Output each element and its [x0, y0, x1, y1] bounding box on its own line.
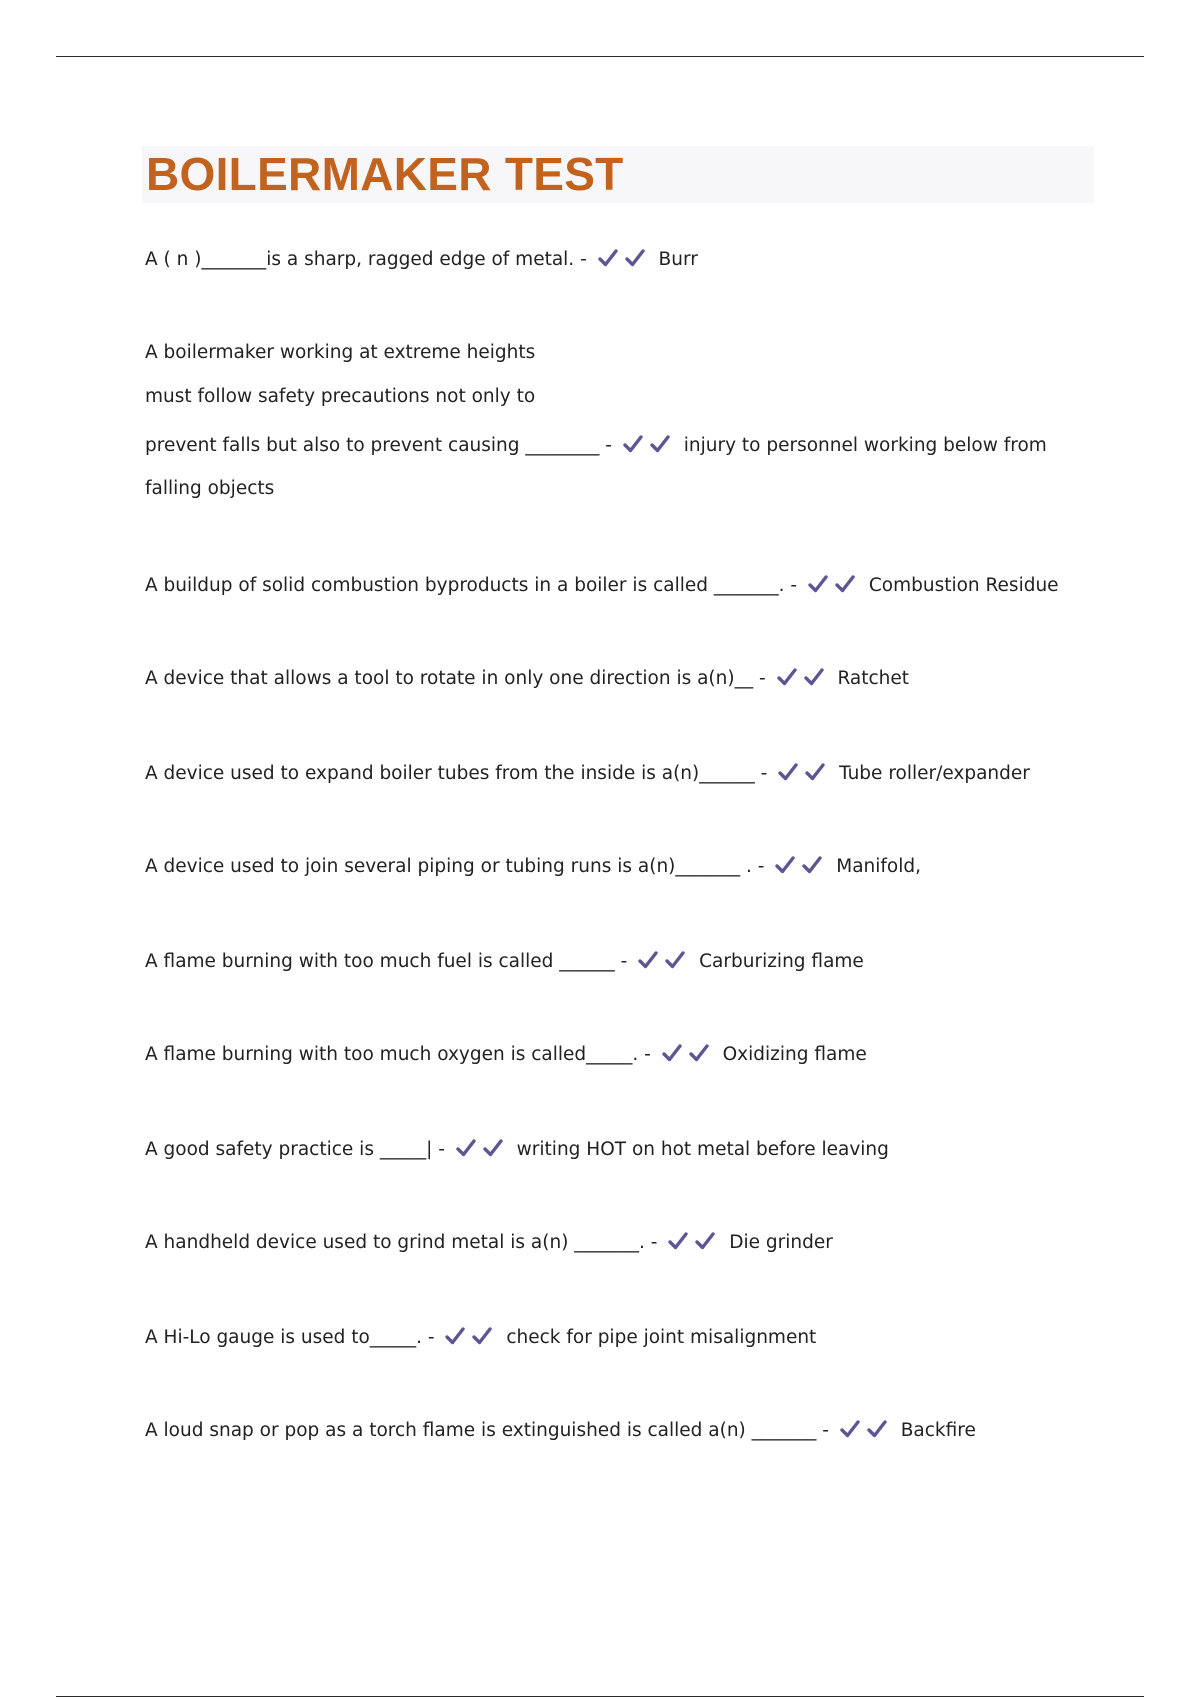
check-mark-icon: [688, 1043, 710, 1063]
question-text: A device that allows a tool to rotate in only one direction is a(n)__ -: [145, 668, 766, 689]
question-text: A good safety practice is _____| -: [145, 1139, 445, 1160]
check-mark-icon: [803, 667, 825, 687]
question-text: A flame burning with too much oxygen is called_____. -: [145, 1044, 651, 1065]
qa-item-12: [145, 1419, 1085, 1444]
answer-text: Carburizing flame: [699, 951, 864, 972]
double-check-icon: [667, 1231, 721, 1256]
check-mark-icon: [444, 1326, 466, 1346]
question-text: A handheld device used to grind metal is a(n) _______. -: [145, 1232, 658, 1253]
answer-text: Ratchet: [837, 668, 910, 689]
answer-text: writing HOT on hot metal before leaving: [516, 1139, 889, 1160]
document-title: BOILERMAKER TEST: [146, 148, 624, 200]
check-mark-icon: [597, 248, 619, 268]
check-mark-icon: [661, 1043, 683, 1063]
check-mark-icon: [694, 1231, 716, 1251]
double-check-icon: [774, 855, 828, 880]
question-line-1: A boilermaker working at extreme heights: [145, 342, 536, 363]
question-text: A flame burning with too much fuel is called ______ -: [145, 951, 628, 972]
question-line-2: must follow safety precautions not only to: [145, 386, 536, 407]
qa-item-5: [145, 762, 1085, 787]
double-check-icon: [622, 434, 676, 459]
qa-item-8: [145, 1043, 1085, 1068]
question-text: A Hi-Lo gauge is used to_____. -: [145, 1327, 435, 1348]
answer-text: Backfire: [900, 1420, 976, 1441]
question-text: A device used to join several piping or tubing runs is a(n)_______ . -: [145, 856, 765, 877]
answer-text: Manifold,: [836, 856, 921, 877]
check-mark-icon: [622, 434, 644, 454]
check-mark-icon: [866, 1419, 888, 1439]
qa-item-11: [145, 1326, 1085, 1351]
check-mark-icon: [774, 855, 796, 875]
qa-item-1: [145, 248, 1085, 273]
top-rule: [56, 56, 1144, 57]
double-check-icon: [777, 762, 831, 787]
answer-text: Tube roller/expander: [839, 763, 1030, 784]
check-mark-icon: [482, 1138, 504, 1158]
answer-text: Die grinder: [729, 1232, 833, 1253]
qa-item-3: [145, 574, 1085, 599]
answer-text: Oxidizing flame: [722, 1044, 867, 1065]
check-mark-icon: [649, 434, 671, 454]
question-text: A ( n )_______is a sharp, ragged edge of metal. -: [145, 249, 587, 270]
check-mark-icon: [777, 762, 799, 782]
check-mark-icon: [471, 1326, 493, 1346]
check-mark-icon: [624, 248, 646, 268]
check-mark-icon: [637, 950, 659, 970]
bottom-rule: [56, 1696, 1144, 1697]
check-mark-icon: [667, 1231, 689, 1251]
answer-text: Burr: [658, 249, 698, 270]
double-check-icon: [776, 667, 830, 692]
qa-item-9: [145, 1138, 1085, 1163]
question-text: A buildup of solid combustion byproducts in a boiler is called _______. -: [145, 575, 798, 596]
question-text: A device used to expand boiler tubes from the inside is a(n)______ -: [145, 763, 768, 784]
qa-item-4: [145, 667, 1085, 692]
check-mark-icon: [807, 574, 829, 594]
double-check-icon: [444, 1326, 498, 1351]
answer-text: check for pipe joint misalignment: [506, 1327, 817, 1348]
qa-item-10: [145, 1231, 1085, 1256]
answer-continuation: falling objects: [145, 478, 275, 499]
double-check-icon: [637, 950, 691, 975]
double-check-icon: [455, 1138, 509, 1163]
double-check-icon: [597, 248, 651, 273]
check-mark-icon: [834, 574, 856, 594]
check-mark-icon: [839, 1419, 861, 1439]
check-mark-icon: [776, 667, 798, 687]
double-check-icon: [807, 574, 861, 599]
double-check-icon: [839, 1419, 893, 1444]
answer-text: injury to personnel working below from: [683, 435, 1047, 456]
qa-item-7: [145, 950, 1085, 975]
question-text: prevent falls but also to prevent causing ________ -: [145, 435, 612, 456]
answer-text: Combustion Residue: [868, 575, 1059, 596]
question-text: A loud snap or pop as a torch flame is extinguished is called a(n) _______ -: [145, 1420, 829, 1441]
double-check-icon: [661, 1043, 715, 1068]
check-mark-icon: [455, 1138, 477, 1158]
qa-item-2: [145, 342, 1085, 499]
check-mark-icon: [804, 762, 826, 782]
qa-item-6: [145, 855, 1085, 880]
check-mark-icon: [664, 950, 686, 970]
check-mark-icon: [801, 855, 823, 875]
